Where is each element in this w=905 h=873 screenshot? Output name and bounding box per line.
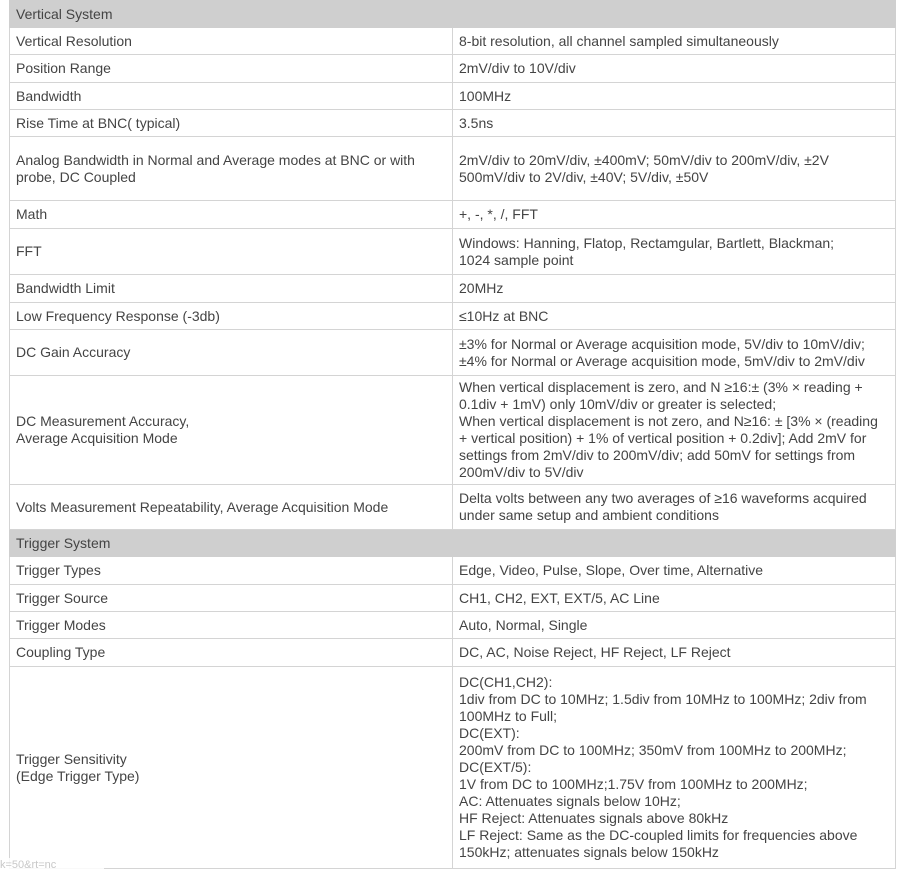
table-row [10,110,896,137]
section-title: Vertical System [10,1,896,28]
spec-value: 2mV/div to 20mV/div, ±400mV; 50mV/div to 200mV/div, ±2V 500mV/div to 2V/div, ±40V; 5V/div, ±50V [453,137,896,201]
section-vertical-system [10,1,896,28]
spec-label: DC Gain Accuracy [10,330,453,376]
spec-label: Vertical Resolution [10,28,453,55]
spec-value: 3.5ns [453,110,896,137]
spec-value: +, -, *, /, FFT [453,201,896,229]
section-trigger-system [10,530,896,557]
table-row [10,612,896,639]
spec-value: Windows: Hanning, Flatop, Rectamgular, Bartlett, Blackman; 1024 sample point [453,229,896,275]
spec-value: DC, AC, Noise Reject, HF Reject, LF Reject [453,639,896,667]
spec-label: Math [10,201,453,229]
spec-value: When vertical displacement is zero, and N ≥16:± (3% × reading + 0.1div + 1mV) only 10mV/div or greater is selected; When vertical displacement is not zero, and N≥16: ± [3% × (reading + vertical position) + 1% of vertical position + 0.2div]; Add 2mV for settings from 2mV/div to 200mV/div; add 50mV for settings from 200mV/div to 5V/div [453,376,896,485]
table-row [10,330,896,376]
table-row [10,585,896,612]
spec-label: Trigger Modes [10,612,453,639]
table-row [10,639,896,667]
spec-label: Trigger Source [10,585,453,612]
spec-value: ≤10Hz at BNC [453,303,896,330]
spec-label: Low Frequency Response (-3db) [10,303,453,330]
spec-label: Coupling Type [10,639,453,667]
spec-label: FFT [10,229,453,275]
spec-label: Bandwidth Limit [10,275,453,303]
spec-value: 2mV/div to 10V/div [453,55,896,83]
spec-value: CH1, CH2, EXT, EXT/5, AC Line [453,585,896,612]
table-row [10,275,896,303]
spec-value: 8-bit resolution, all channel sampled simultaneously [453,28,896,55]
table-row [10,557,896,585]
spec-label: Bandwidth [10,83,453,110]
spec-label: Analog Bandwidth in Normal and Average modes at BNC or with probe, DC Coupled [10,137,453,201]
spec-value: ±3% for Normal or Average acquisition mode, 5V/div to 10mV/div; ±4% for Normal or Average acquisition mode, 5mV/div to 2mV/div [453,330,896,376]
spec-label: Position Range [10,55,453,83]
table-row [10,376,896,485]
spec-label: Trigger Sensitivity (Edge Trigger Type) [10,667,453,869]
spec-value: Delta volts between any two averages of ≥16 waveforms acquired under same setup and ambient conditions [453,485,896,530]
spec-label: Volts Measurement Repeatability, Average Acquisition Mode [10,485,453,530]
url-fragment-overlay: k=50&rt=nc [0,858,104,873]
spec-value: Edge, Video, Pulse, Slope, Over time, Alternative [453,557,896,585]
spec-value: 20MHz [453,275,896,303]
spec-value: Auto, Normal, Single [453,612,896,639]
table-row [10,303,896,330]
spec-value: 100MHz [453,83,896,110]
table-row [10,137,896,201]
spec-label: Rise Time at BNC( typical) [10,110,453,137]
table-row [10,83,896,110]
spec-table [9,0,896,869]
spec-label: Trigger Types [10,557,453,585]
table-row [10,28,896,55]
table-row [10,201,896,229]
table-row [10,667,896,869]
section-title: Trigger System [10,530,896,557]
table-row [10,55,896,83]
spec-value: DC(CH1,CH2): 1div from DC to 10MHz; 1.5div from 10MHz to 100MHz; 2div from 100MHz to Full; DC(EXT): 200mV from DC to 100MHz; 350mV from 100MHz to 200MHz; DC(EXT/5): 1V from DC to 100MHz;1.75V from 100MHz to 200MHz; AC: Attenuates signals below 10Hz; HF Reject: Attenuates signals above 80kHz LF Reject: Same as the DC-coupled limits for frequencies above 150kHz; attenuates signals below 150kHz [453,667,896,869]
spec-label: DC Measurement Accuracy, Average Acquisition Mode [10,376,453,485]
table-row [10,229,896,275]
table-row [10,485,896,530]
